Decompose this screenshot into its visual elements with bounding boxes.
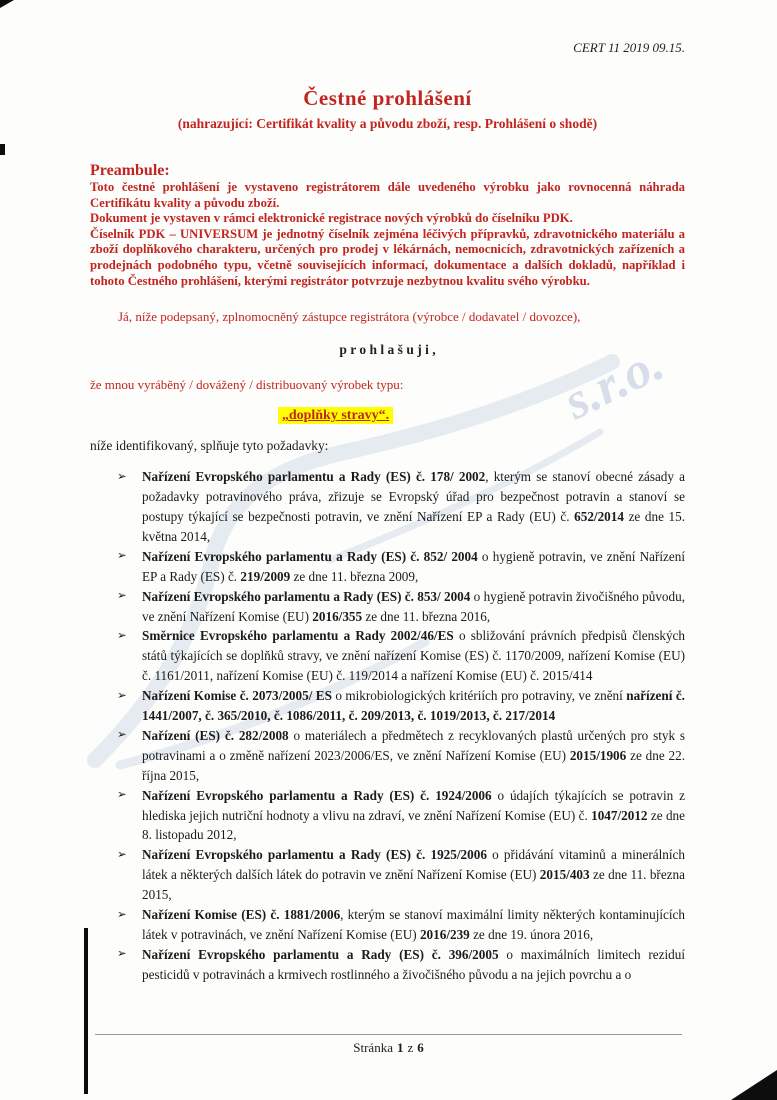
requirement-text: Směrnice Evropského parlamentu a Rady 2002/46/ES: [142, 628, 454, 644]
watermark-text: s.r.o.: [555, 334, 673, 431]
arrow-bullet-icon: ➢: [117, 789, 127, 802]
requirement-text: Nařízení Komise č. 2073/2005/ ES: [142, 688, 332, 704]
product-type-highlight: „doplňky stravy“.: [278, 407, 393, 424]
requirement-item: [115, 786, 685, 846]
requirement-text: , kterým se stanoví maximální limity některých kontaminujících látek v potravinách, ve znění Nařízení Komise (EU): [142, 907, 686, 942]
requirement-text: o mikrobiologických kritériích pro potraviny, ve znění: [331, 688, 627, 704]
requirement-item: [115, 547, 685, 587]
footer-total-pages: 6: [417, 1040, 424, 1055]
requirement-text: ze dne 11. března 2009,: [290, 568, 419, 584]
requirement-text: o sbližování právních předpisů členských států týkajících se doplňků stravy, ve znění nařízení Komise (ES) č. 1170/2009, nařízení Komise (EU) č. 1161/2011, nařízení Komise (EU) č. 119/2014 a nařízení Komise (EU) č. 2015/414: [142, 628, 685, 684]
arrow-bullet-icon: ➢: [117, 550, 127, 563]
requirement-text: ze dne 15. května 2014,: [142, 508, 686, 544]
requirement-text: 219/2009: [240, 568, 291, 584]
requirement-item: [115, 626, 685, 686]
requirement-item: [115, 945, 685, 985]
requirement-text: 2016/239: [419, 927, 470, 942]
requirement-text: Nařízení Evropského parlamentu a Rady (ES) č. 396/2005: [142, 946, 499, 962]
requirement-text: 2016/355: [312, 608, 363, 624]
declaration-verb: p r o h l a š u j i ,: [339, 342, 436, 358]
requirement-text: ze dne 19. února 2016,: [469, 927, 594, 942]
arrow-bullet-icon: ➢: [117, 948, 127, 961]
requirement-text: Nařízení Evropského parlamentu a Rady (ES) č. 1925/2006: [142, 847, 487, 863]
requirement-text: ze dne 8. listopadu 2012,: [142, 807, 685, 843]
requirement-item: [115, 845, 685, 905]
requirement-text: Nařízení Evropského parlamentu a Rady (ES) č. 853/ 2004: [142, 588, 471, 604]
scan-artifact-bottom-right: [731, 1070, 777, 1100]
requirement-item: [115, 686, 685, 726]
requirement-text: ze dne 11. března 2016,: [362, 608, 491, 624]
requirement-text: nařízení č. 1441/2007, č. 365/2010, č. 1086/2011, č. 209/2013, č. 1019/2013, č. 217/2014: [142, 688, 685, 724]
preamble-paragraph: Číselník PDK – UNIVERSUM je jednotný číselník zejména léčivých přípravků, zdravotnického materiálu a zboží doplňkového charakteru, určených pro prodej v lékárnách, nemocnicích, zdravotnických zařízeních a prodejnách podobného typu, včetně souvisejících informací, dokumentace a dalších dokladů, například i tohoto Čestného prohlášení, kterými registrátor potvrzuje nezbytnou kvalitu svého výrobku.: [90, 226, 685, 288]
requirement-item: [115, 726, 685, 786]
scan-artifact-left-bar: [84, 928, 88, 1094]
arrow-bullet-icon: ➢: [117, 689, 127, 702]
scan-artifact-left-tick: [0, 144, 5, 155]
preamble-body: [90, 180, 685, 289]
page-footer: [95, 1034, 682, 1056]
arrow-bullet-icon: ➢: [117, 590, 127, 603]
requirement-item: [115, 587, 685, 627]
preamble-paragraph: Toto čestné prohlášení je vystaveno registrátorem dále uvedeného výrobku jako rovnocenná náhrada Certifikátu kvality a původu zboží.: [90, 180, 685, 210]
requirement-text: 2015/1906: [569, 747, 627, 763]
footer-prefix: Stránka: [353, 1040, 393, 1055]
requirement-text: o hygieně potravin, ve znění Nařízení EP a Rady (ES) č.: [142, 548, 685, 584]
product-type-line: [90, 406, 685, 424]
arrow-bullet-icon: ➢: [117, 908, 127, 921]
arrow-bullet-icon: ➢: [117, 848, 127, 861]
requirement-text: 2015/403: [539, 867, 590, 883]
requirement-text: 1047/2012: [591, 807, 648, 823]
requirement-item: [115, 467, 685, 547]
declarant-intro: Já, níže podepsaný, zplnomocněný zástupce registrátora (výrobce / dodavatel / dovozce),: [118, 309, 581, 325]
requirement-text: Nařízení Evropského parlamentu a Rady (ES) č. 178/ 2002: [142, 469, 486, 485]
requirement-text: o materiálech a předmětech z recyklovaných plastů určených pro styk s potravinami a o změně nařízení 2023/2006/ES, ve znění Nařízení Komise (EU): [142, 727, 685, 763]
requirements-intro: níže identifikovaný, splňuje tyto požadavky:: [90, 438, 329, 454]
arrow-bullet-icon: ➢: [117, 470, 127, 483]
requirement-text: ze dne 11. března 2015,: [142, 867, 685, 903]
document-title: Čestné prohlášení: [303, 86, 472, 110]
preamble-paragraph: Dokument je vystaven v rámci elektronické registrace nových výrobků do číselníku PDK.: [90, 211, 573, 226]
requirement-item: [115, 905, 685, 945]
product-type-lead: že mnou vyráběný / dovážený / distribuovaný výrobek typu:: [90, 377, 404, 393]
requirement-text: Nařízení Komise (ES) č. 1881/2006: [142, 907, 341, 923]
arrow-bullet-icon: ➢: [117, 629, 127, 642]
requirement-text: o hygieně potravin živočišného původu, ve znění Nařízení Komise (EU): [142, 588, 685, 624]
requirement-text: Nařízení Evropského parlamentu a Rady (ES) č. 1924/2006: [142, 787, 492, 803]
requirement-text: o maximálních limitech reziduí pesticidů v potravinách a krmivech rostlinného a živočišného původu a na jejich povrchu a o: [142, 946, 685, 982]
arrow-bullet-icon: ➢: [117, 729, 127, 742]
document-subtitle: (nahrazující: Certifikát kvality a původu zboží, resp. Prohlášení o shodě): [177, 116, 598, 131]
footer-separator: z: [407, 1040, 414, 1055]
requirements-list: [90, 467, 685, 985]
requirement-text: , kterým se stanoví obecné zásady a požadavky potravinového práva, zřizuje se Evropský úřad pro bezpečnost potravin a stanoví se postupy týkající se bezpečnosti potravin, ve znění Nařízení EP a Rady (EU) č.: [142, 469, 685, 524]
requirement-text: Nařízení (ES) č. 282/2008: [142, 727, 289, 743]
requirement-text: o údajích týkajících se potravin z hlediska jejich nutriční hodnoty a vlivu na zdraví, ve znění Nařízení Komise (EU) č.: [142, 787, 685, 823]
requirement-text: ze dne 22. října 2015,: [142, 747, 685, 783]
requirement-text: 652/2014: [574, 508, 624, 524]
requirement-text: o přidávání vitaminů a minerálních látek a některých dalších látek do potravin ve znění Nařízení Komise (EU): [142, 847, 685, 883]
footer-page-number: 1: [396, 1040, 404, 1055]
requirement-text: Nařízení Evropského parlamentu a Rady (ES) č. 852/ 2004: [142, 548, 478, 564]
preamble-heading: Preambule:: [90, 162, 170, 179]
document-code: CERT 11 2019 09.15.: [573, 40, 685, 55]
